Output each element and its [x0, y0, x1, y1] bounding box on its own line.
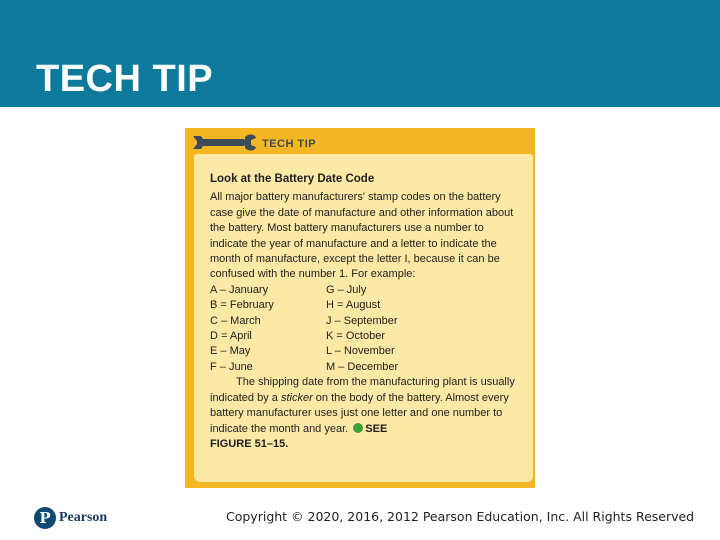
copyright-notice: Copyright © 2020, 2016, 2012 Pearson Education, Inc. All Rights Reserved — [226, 509, 695, 524]
slide-title: TECH TIP — [36, 58, 214, 100]
month-code: M – December — [326, 360, 399, 373]
card-paragraph-2 — [210, 375, 520, 437]
paragraph-2-end: on the body of the battery. Almost every battery manufacturer uses just one letter and one number to indicate the month and year. — [210, 391, 509, 435]
month-code: C – March — [210, 314, 261, 327]
green-dot-icon — [353, 423, 363, 433]
card-header-label: TECH TIP — [262, 138, 317, 150]
month-code: H = August — [326, 299, 381, 312]
paragraph-2-start: The shipping date from the manufacturing plant is usually indicated by a — [210, 376, 515, 404]
month-code: E – May — [210, 345, 251, 358]
card-text — [210, 172, 520, 452]
month-code: F – June — [210, 360, 253, 373]
month-code: J – September — [326, 314, 398, 327]
card-header — [185, 128, 535, 154]
see-label: SEE — [365, 422, 388, 435]
month-code: D = April — [210, 330, 252, 343]
month-code: K = October — [326, 330, 386, 343]
wrench-icon — [191, 132, 257, 154]
card-paragraph-1: All major battery manufacturers' stamp codes on the battery case give the date of manufacture and other information about the battery. Most battery manufacturers use a number to indicate the year of manufacture and a letter to indicate the month of manufacture, except the letter I, because it can be confused with the number 1. For example: — [210, 191, 514, 281]
paragraph-2-italic: sticker — [280, 391, 313, 404]
month-code-list — [210, 283, 520, 375]
month-code: G – July — [326, 283, 367, 296]
month-code: B = February — [210, 299, 274, 312]
pearson-logo — [34, 505, 107, 531]
month-code: L – November — [326, 345, 395, 358]
card-heading: Look at the Battery Date Code — [210, 173, 375, 185]
figure-reference[interactable]: FIGURE 51–15. — [210, 437, 289, 450]
pearson-logo-word: Pearson — [59, 510, 108, 525]
pearson-logo-mark: P — [34, 507, 56, 529]
month-code: A – January — [210, 283, 269, 296]
